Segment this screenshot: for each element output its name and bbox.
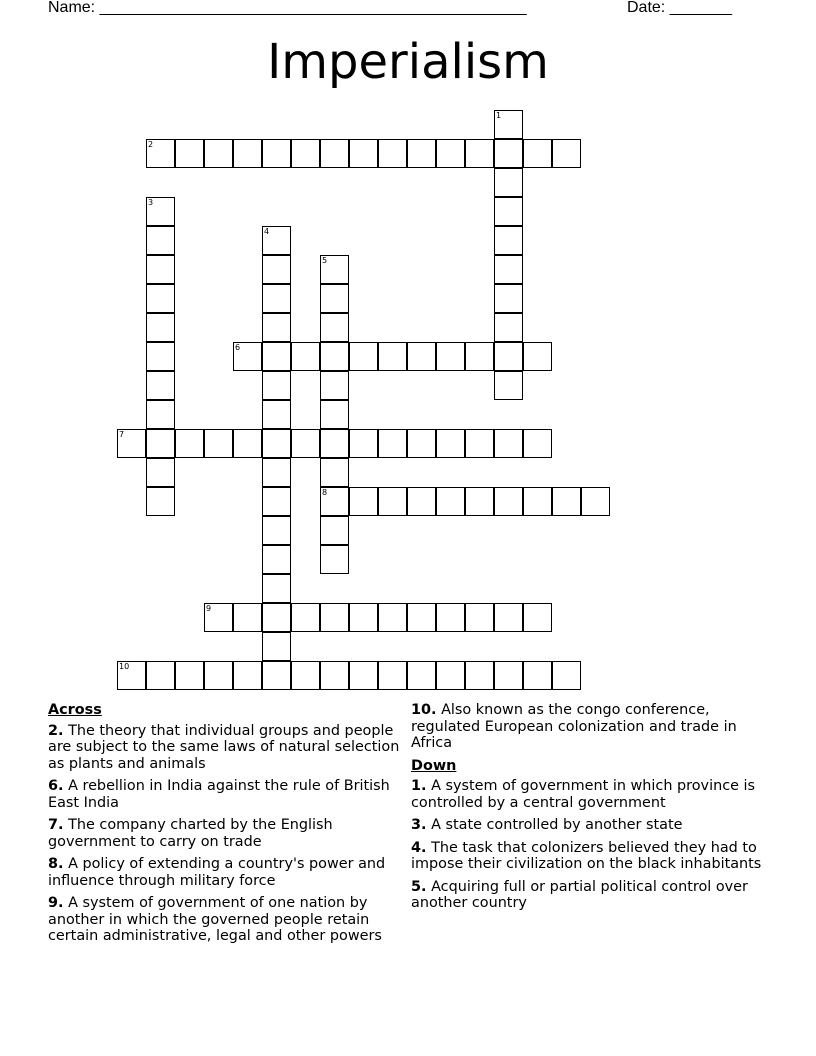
cell-number: 8 [322,488,328,497]
grid-cell[interactable] [494,110,523,139]
grid-cell[interactable] [494,313,523,342]
grid-cell[interactable] [262,516,291,545]
grid-cell[interactable] [262,603,291,632]
grid-cell[interactable] [349,139,378,168]
grid-cell[interactable] [494,284,523,313]
grid-cell[interactable] [146,313,175,342]
grid-cell[interactable] [407,342,436,371]
grid-cell[interactable] [320,661,349,690]
grid-cell[interactable] [291,661,320,690]
grid-cell[interactable] [552,661,581,690]
grid-cell[interactable] [233,429,262,458]
date-field[interactable]: Date: _______ [627,0,732,16]
down-heading: Down [411,757,457,774]
grid-cell[interactable] [320,400,349,429]
grid-cell[interactable] [204,661,233,690]
clue-text: Acquiring full or partial political control over another country [411,878,748,911]
clue-down-3 [411,817,767,834]
clues-right-column [411,702,767,918]
clue-number: 3. [411,817,427,833]
grid-cell[interactable] [407,487,436,516]
grid-cell[interactable] [320,139,349,168]
grid-cell[interactable] [117,429,146,458]
grid-cell[interactable] [146,458,175,487]
grid-cell[interactable] [320,516,349,545]
grid-cell[interactable] [494,342,523,371]
grid-cell[interactable] [262,429,291,458]
grid-cell[interactable] [146,400,175,429]
grid-cell[interactable] [378,429,407,458]
clue-text: The task that colonizers believed they had to impose their civilization on the black inhabitants [411,839,762,872]
grid-cell[interactable] [523,342,552,371]
clue-text: A rebellion in India against the rule of British East India [48,778,390,811]
grid-cell[interactable] [465,429,494,458]
cell-number: 6 [235,343,241,352]
grid-cell[interactable] [494,487,523,516]
grid-cell[interactable] [291,342,320,371]
grid-cell[interactable] [523,603,552,632]
grid-cell[interactable] [146,371,175,400]
clue-across-2 [48,723,404,773]
grid-cell[interactable] [494,371,523,400]
grid-cell[interactable] [146,661,175,690]
clue-down-4 [411,840,767,873]
grid-cell[interactable] [146,429,175,458]
grid-cell[interactable] [349,661,378,690]
grid-cell[interactable] [233,661,262,690]
grid-cell[interactable] [378,661,407,690]
grid-cell[interactable] [233,342,262,371]
grid-cell[interactable] [320,284,349,313]
clue-down-1 [411,778,767,811]
clue-number: 7. [48,817,64,833]
grid-cell[interactable] [175,429,204,458]
grid-cell[interactable] [320,487,349,516]
grid-cell[interactable] [436,342,465,371]
grid-cell[interactable] [465,139,494,168]
grid-cell[interactable] [465,342,494,371]
grid-cell[interactable] [262,371,291,400]
grid-cell[interactable] [494,168,523,197]
grid-cell[interactable] [146,284,175,313]
grid-cell[interactable] [349,342,378,371]
clue-text: A policy of extending a country's power and influence through military force [48,856,386,889]
grid-cell[interactable] [146,226,175,255]
grid-cell[interactable] [146,342,175,371]
grid-cell[interactable] [146,139,175,168]
grid-cell[interactable] [465,487,494,516]
grid-cell[interactable] [262,342,291,371]
grid-cell[interactable] [436,661,465,690]
grid-cell[interactable] [204,139,233,168]
grid-cell[interactable] [262,400,291,429]
grid-cell[interactable] [581,487,610,516]
grid-cell[interactable] [262,226,291,255]
cell-number: 10 [119,662,130,671]
grid-cell[interactable] [262,574,291,603]
clue-across-9 [48,895,404,945]
grid-cell[interactable] [146,197,175,226]
cell-number: 2 [148,140,154,149]
grid-cell[interactable] [436,139,465,168]
grid-cell[interactable] [407,661,436,690]
grid-cell[interactable] [465,603,494,632]
grid-cell[interactable] [262,284,291,313]
clue-across-8 [48,856,404,889]
grid-cell[interactable] [436,487,465,516]
grid-cell[interactable] [494,661,523,690]
grid-cell[interactable] [465,661,494,690]
grid-cell[interactable] [436,429,465,458]
cell-number: 7 [119,430,125,439]
clue-across-10 [411,702,767,752]
grid-cell[interactable] [175,661,204,690]
grid-cell[interactable] [262,458,291,487]
clue-text: The company charted by the English government to carry on trade [48,817,333,850]
grid-cell[interactable] [262,632,291,661]
grid-cell[interactable] [407,139,436,168]
grid-cell[interactable] [494,255,523,284]
grid-cell[interactable] [552,487,581,516]
cell-number: 3 [148,198,154,207]
clue-across-7 [48,817,404,850]
grid-cell[interactable] [262,139,291,168]
grid-cell[interactable] [320,255,349,284]
grid-cell[interactable] [175,139,204,168]
grid-cell[interactable] [320,342,349,371]
clue-number: 1. [411,778,427,794]
grid-cell[interactable] [349,603,378,632]
grid-cell[interactable] [262,545,291,574]
grid-cell[interactable] [494,197,523,226]
clue-across-6 [48,778,404,811]
clue-number: 8. [48,856,64,872]
grid-cell[interactable] [436,603,465,632]
grid-cell[interactable] [349,487,378,516]
clue-number: 9. [48,895,64,911]
grid-cell[interactable] [523,429,552,458]
grid-cell[interactable] [320,603,349,632]
grid-cell[interactable] [146,487,175,516]
clue-text: The theory that individual groups and people are subject to the same laws of natural selection as plants and animals [48,722,400,772]
grid-cell[interactable] [378,603,407,632]
grid-cell[interactable] [320,429,349,458]
clue-text: Also known as the congo conference, regulated European colonization and trade in Africa [411,702,737,751]
grid-cell[interactable] [146,255,175,284]
grid-cell[interactable] [117,661,146,690]
grid-cell[interactable] [378,342,407,371]
grid-cell[interactable] [262,255,291,284]
grid-cell[interactable] [320,458,349,487]
clue-text: A state controlled by another state [431,817,683,833]
clue-number: 4. [411,839,427,856]
grid-cell[interactable] [407,603,436,632]
clue-number: 2. [48,722,64,739]
grid-cell[interactable] [320,313,349,342]
grid-cell[interactable] [552,139,581,168]
name-field[interactable]: Name: ________________________________________________ [48,0,527,16]
grid-cell[interactable] [494,139,523,168]
cell-number: 1 [496,111,502,120]
grid-cell[interactable] [291,429,320,458]
grid-cell[interactable] [494,603,523,632]
grid-cell[interactable] [204,603,233,632]
grid-cell[interactable] [320,545,349,574]
grid-cell[interactable] [291,139,320,168]
clue-down-5 [411,879,767,912]
clue-number: 5. [411,878,427,895]
grid-cell[interactable] [523,487,552,516]
grid-cell[interactable] [262,661,291,690]
grid-cell[interactable] [233,139,262,168]
grid-cell[interactable] [233,603,262,632]
grid-cell[interactable] [320,371,349,400]
puzzle-title: Imperialism [267,34,549,90]
cell-number: 4 [264,227,270,236]
cell-number: 5 [322,256,328,265]
grid-cell[interactable] [523,661,552,690]
grid-cell[interactable] [204,429,233,458]
clues-left-column [48,702,404,951]
clue-number: 6. [48,778,64,794]
grid-cell[interactable] [378,139,407,168]
grid-cell[interactable] [262,313,291,342]
grid-cell[interactable] [494,429,523,458]
cell-number: 9 [206,604,212,613]
grid-cell[interactable] [291,603,320,632]
across-heading: Across [48,702,102,718]
clue-text: A system of government in which province is controlled by a central government [411,778,756,811]
grid-cell[interactable] [262,487,291,516]
grid-cell[interactable] [378,487,407,516]
grid-cell[interactable] [349,429,378,458]
grid-cell[interactable] [494,226,523,255]
clue-number: 10. [411,702,437,718]
clue-text: A system of government of one nation by another in which the governed people retain certain administrative, legal and other powers [48,895,382,944]
grid-cell[interactable] [523,139,552,168]
grid-cell[interactable] [407,429,436,458]
